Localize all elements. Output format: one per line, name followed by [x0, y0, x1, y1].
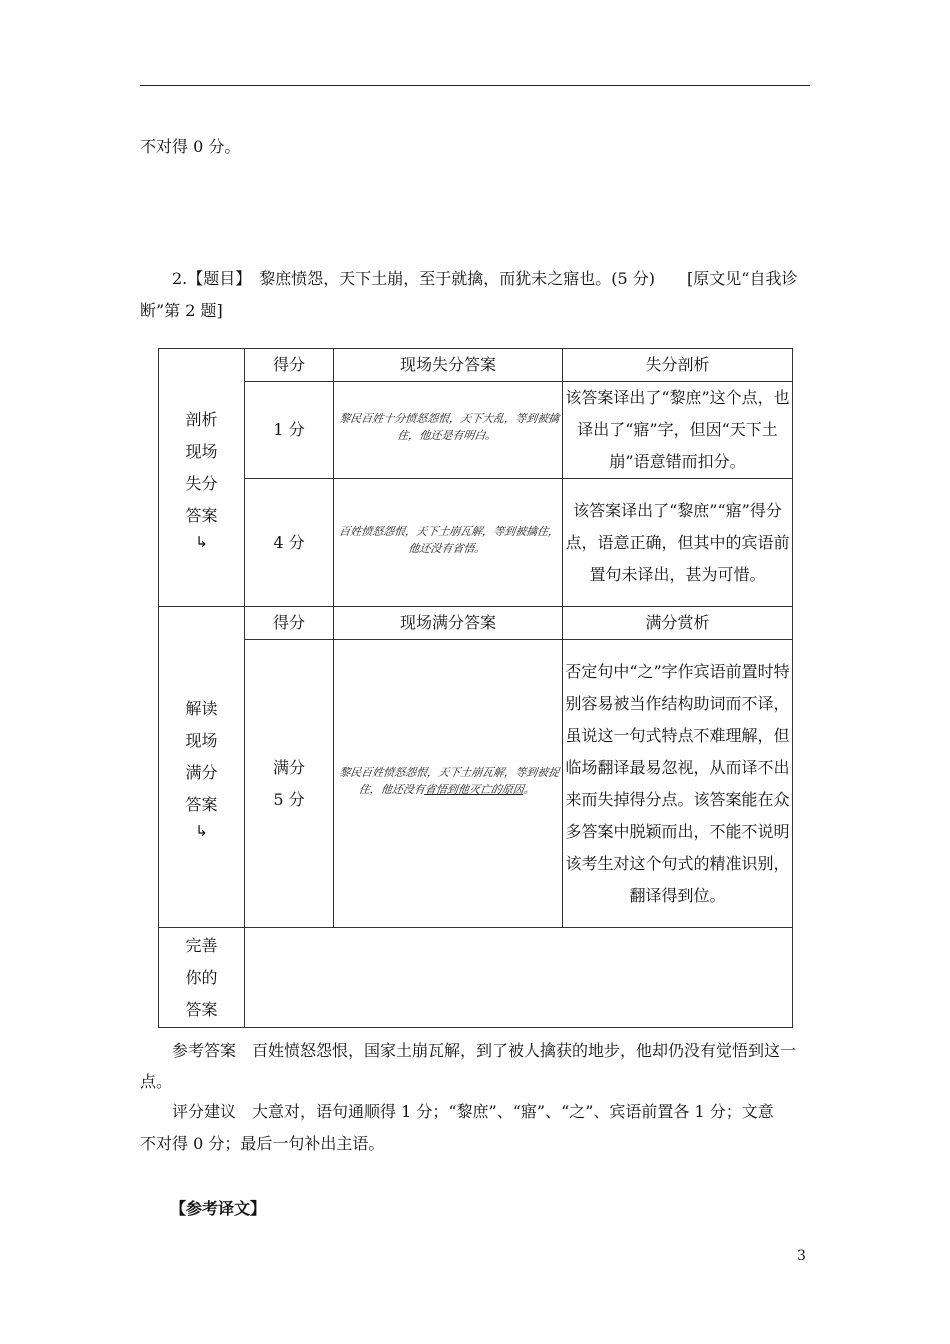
- row2-score: 4 分: [245, 479, 334, 607]
- header-full-answer: 现场满分答案: [334, 607, 563, 640]
- row1-handwritten-answer: [334, 382, 563, 479]
- corner-arrow-icon: ↳: [195, 822, 208, 840]
- answer-analysis-table: [158, 348, 793, 1028]
- section-label-lost-points: 剖析现场失分答案 ↳: [159, 349, 245, 607]
- header-score-2: 得分: [245, 607, 334, 640]
- paragraph-continuation: 不对得 0 分。: [140, 137, 241, 156]
- full-analysis: 否定句中“之”字作宾语前置时特别容易被当作结构助词而不译，虽说这一句式特点不难理解，但临场翻译最易忽视，从而译不出来而失掉得分点。该答案能在众多答案中脱颖而出，不能不说明该考生对这个句式的精准识别，翻译得到位。: [563, 640, 793, 928]
- header-full-analysis: 满分赏析: [563, 607, 793, 640]
- reference-translation-heading: 【参考译文】: [170, 1199, 267, 1218]
- header-lost-analysis: 失分剖析: [563, 349, 793, 382]
- scoring-advice-line2: 不对得 0 分；最后一句补出主语。: [140, 1134, 385, 1153]
- handwriting-image: 百姓愤怒怨恨，天下土崩瓦解，等到被擒住，他还没有省悟。: [338, 524, 561, 555]
- row1-analysis: 该答案译出了“黎庶”这个点，也译出了“寤”字，但因“天下土崩”语意错而扣分。: [563, 382, 793, 479]
- corner-arrow-icon: ↳: [195, 532, 208, 551]
- full-handwritten-answer: [334, 640, 563, 928]
- question-text-line1: 2.【题目】 黎庶愤怨，天下土崩，至于就擒，而犹未之寤也。(5 分) [原文见“自我诊: [172, 269, 798, 288]
- handwriting-image: 黎民百姓十分愤怒怨恨，天下大乱，等到被擒住，他还是有明白。: [338, 412, 561, 442]
- section-label-improve: 完善你的答案: [159, 928, 245, 1028]
- improve-answer-blank: [245, 928, 793, 1028]
- header-lost-answer: 现场失分答案: [334, 349, 563, 382]
- page-number: 3: [797, 1248, 806, 1264]
- full-score: 满分 5 分: [245, 640, 334, 928]
- handwriting-image: 黎民百姓愤怒怨恨，天下土崩瓦解，等到被捉住，他还没有省悟到他灭亡的原因。: [338, 765, 561, 796]
- row2-analysis: 该答案译出了“黎庶”“寤”得分点，语意正确，但其中的宾语前置句未译出，甚为可惜。: [563, 479, 793, 607]
- row2-handwritten-answer: [334, 479, 563, 607]
- header-score: 得分: [245, 349, 334, 382]
- question-text-line2: 断”第 2 题]: [140, 301, 223, 320]
- section-label-full-marks: 解读现场满分答案 ↳: [159, 607, 245, 928]
- reference-answer-line2: 点。: [140, 1072, 173, 1091]
- scoring-advice-line1: 评分建议 大意对，语句通顺得 1 分；“黎庶”、“寤”、“之”、宾语前置各 1 分；文意: [172, 1102, 774, 1121]
- row1-score: 1 分: [245, 382, 334, 479]
- header-rule: [140, 85, 810, 86]
- reference-answer-line1: 参考答案 百姓愤怒怨恨，国家土崩瓦解，到了被人擒获的地步，他却仍没有觉悟到这一: [172, 1041, 797, 1060]
